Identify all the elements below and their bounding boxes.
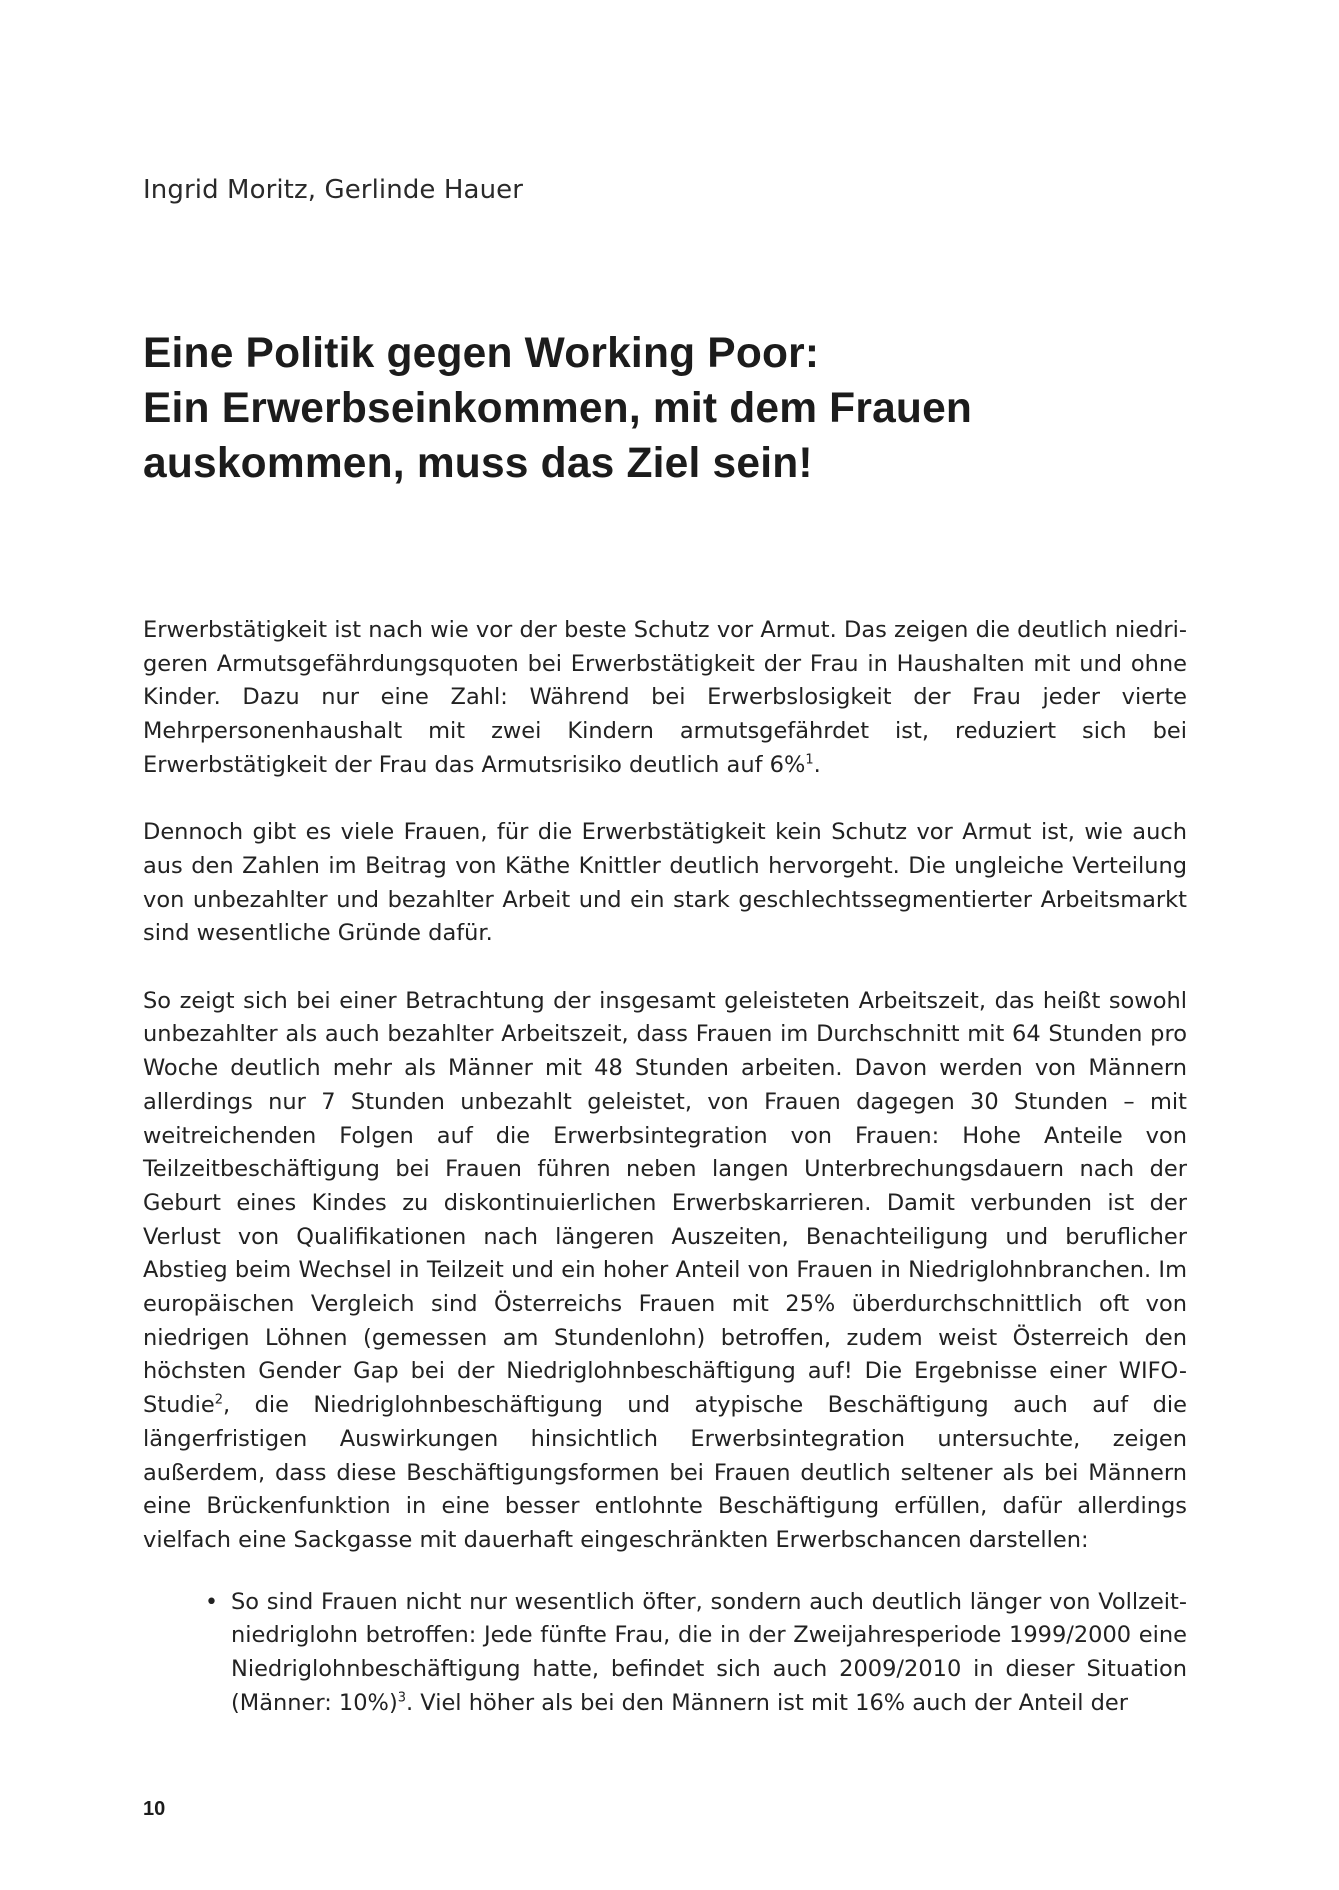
footnote-ref-2: 2 — [214, 1392, 224, 1408]
authors-line: Ingrid Moritz, Gerlinde Hauer — [143, 175, 524, 205]
paragraph-1 — [143, 614, 1187, 783]
paragraph-3 — [143, 985, 1187, 1558]
paragraph-3-text-a: So zeigt sich bei einer Betrachtung der insgesamt geleisteten Arbeitszeit, das heißt sowohl unbezahlter als auch bezahlter Arbeitszeit, dass Frauen im Durchschnitt mit 64 Stunden pro Woche deutlich mehr als Männer mit 48 Stunden arbeiten. Davon werden von Männern allerdings nur 7 Stunden unbezahlt geleistet, von Frauen dagegen 30 Stunden – mit weitreichenden Folgen auf die Erwerbsintegration von Frauen: Hohe Anteile von Teilzeitbeschäftigung bei Frauen führen neben langen Unterbrechungsdauern nach der Geburt eines Kindes zu diskontinuierlichen Erwerbskarrieren. Damit verbunden ist der Verlust von Qualifikationen nach längeren Auszeiten, Benachteiligung und beruflicher Abstieg beim Wechsel in Teilzeit und ein hoher Anteil von Frauen in Niedriglohnbranchen. Im europäischen Vergleich sind Österreichs Frauen mit 25% überdurchschnittlich oft von niedrigen Löhnen (gemessen am Stundenlohn) betroffen, zudem weist Österreich den höchsten Gender Gap bei der Niedriglohnbeschäftigung auf! Die Ergebnisse einer WIFO-Studie — [143, 987, 1187, 1419]
footnote-ref-3: 3 — [397, 1690, 406, 1706]
footnote-ref-1: 1 — [805, 752, 814, 768]
paragraph-1-text: Erwerbstätigkeit ist nach wie vor der beste Schutz vor Armut. Das zeigen die deutlich niedrigeren Armutsgefährdungsquoten bei Erwerbstätigkeit der Frau in Haushalten mit und ohne Kinder. Dazu nur eine Zahl: Während bei Erwerbslosigkeit der Frau jeder vierte Mehrpersonenhaushalt mit zwei Kindern armutsgefährdet ist, reduziert sich bei Erwerbstätigkeit der Frau das Armutsrisiko deutlich auf 6% — [143, 617, 1187, 778]
bullet-list — [143, 1586, 1187, 1721]
bullet-text-b: . Viel höher als bei den Männern ist mit 16% auch der Anteil der — [406, 1689, 1128, 1716]
bullet-dot-icon: • — [205, 1589, 218, 1615]
bullet-item — [205, 1586, 1187, 1721]
paragraph-2: Dennoch gibt es viele Frauen, für die Erwerbstätigkeit kein Schutz vor Armut ist, wie auch aus den Zahlen im Beitrag von Käthe Knittler deutlich hervorgeht. Die ungleiche Verteilung von unbezahlter und bezahlter Arbeit und ein stark geschlechtssegmentierter Arbeitsmarkt sind wesentliche Gründe dafür. — [143, 819, 1187, 947]
article-title — [143, 326, 1193, 491]
title-line-1: Eine Politik gegen Working Poor: — [143, 330, 820, 377]
article-body — [143, 614, 1187, 1720]
page-number: 10 — [143, 1798, 166, 1820]
title-line-3: auskommen, muss das Ziel sein! — [143, 440, 813, 487]
paragraph-1-end: . — [813, 751, 821, 778]
bullet-text-a: So sind Frauen nicht nur wesentlich öfter, sondern auch deutlich länger von Vollzeitniedriglohn betroffen: Jede fünfte Frau, die in der Zweijahresperiode 1999/2000 eine Niedriglohnbeschäftigung hatte, befindet sich auch 2009/2010 in dieser Situation (Männer: 10%) — [231, 1588, 1187, 1716]
paragraph-3-text-b: , die Niedriglohnbeschäftigung und atypische Beschäftigung auch auf die längerfristigen Auswirkungen hinsichtlich Erwerbsintegration untersuchte, zeigen außerdem, dass diese Beschäftigungsformen bei Frauen deutlich seltener als bei Männern eine Brückenfunktion in eine besser entlohnte Beschäftigung erfüllen, dafür allerdings vielfach eine Sackgasse mit dauerhaft eingeschränkten Erwerbschancen darstellen: — [143, 1392, 1187, 1553]
title-line-2: Ein Erwerbseinkommen, mit dem Frauen — [143, 385, 973, 432]
